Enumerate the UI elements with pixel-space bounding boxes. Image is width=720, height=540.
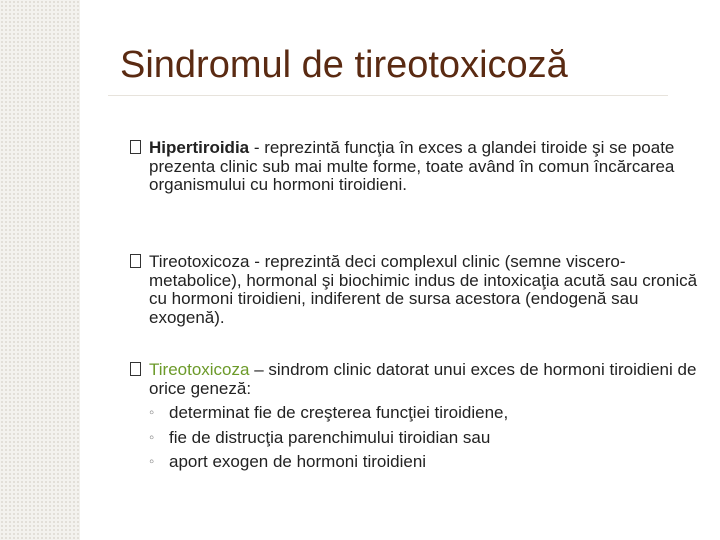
- circle-bullet-icon: ◦: [149, 428, 155, 446]
- sub-list-item: [149, 404, 705, 423]
- bullet-description: - reprezintă deci complexul clinic (semne viscero-metabolice), hormonal şi biochimic indus de intoxicaţia acută sau cronică cu hormoni tiroidieni, indiferent de sursa acestora (endogenă sau exogenă).: [149, 252, 698, 327]
- bullet-hipertiroidia: [130, 139, 705, 195]
- bullet-text: [149, 361, 705, 472]
- sub-item-text: fie de distrucţia parenchimului tiroidian sau: [169, 427, 491, 447]
- title-divider: [108, 95, 668, 96]
- bullet-marker-icon: [130, 254, 141, 268]
- bullet-text: [149, 253, 705, 327]
- sub-list: [149, 404, 705, 472]
- bullet-tireotoxicoza-definition: [130, 253, 705, 327]
- sub-list-item: [149, 429, 705, 448]
- sub-item-text: aport exogen de hormoni tiroidieni: [169, 452, 427, 471]
- sub-item-text: determinat fie de creşterea funcţiei tiroidiene,: [169, 403, 509, 422]
- circle-bullet-icon: ◦: [149, 404, 155, 421]
- bullet-term: Tireotoxicoza: [149, 360, 250, 379]
- slide-title: Sindromul de tireotoxicoză: [120, 44, 568, 86]
- bullet-marker-icon: [130, 140, 141, 154]
- bullet-term: Hipertiroidia: [149, 138, 250, 157]
- bullet-marker-icon: [130, 362, 141, 376]
- bullet-text: [149, 139, 705, 195]
- sub-list-item: [149, 453, 705, 472]
- bullet-description: - reprezintă funcţia în exces a glandei tiroide şi se poate prezenta clinic sub mai multe forme, toate având în comun încărcarea organismului cu hormoni tiroidieni.: [149, 138, 675, 194]
- bullet-term: Tireotoxicoza: [149, 252, 250, 271]
- bullet-tireotoxicoza-syndrome: [130, 361, 705, 472]
- bullet-description: – sindrom clinic datorat unui exces de hormoni tiroidieni de orice geneză:: [149, 360, 697, 398]
- circle-bullet-icon: ◦: [149, 453, 155, 470]
- decorative-side-band: [0, 0, 80, 540]
